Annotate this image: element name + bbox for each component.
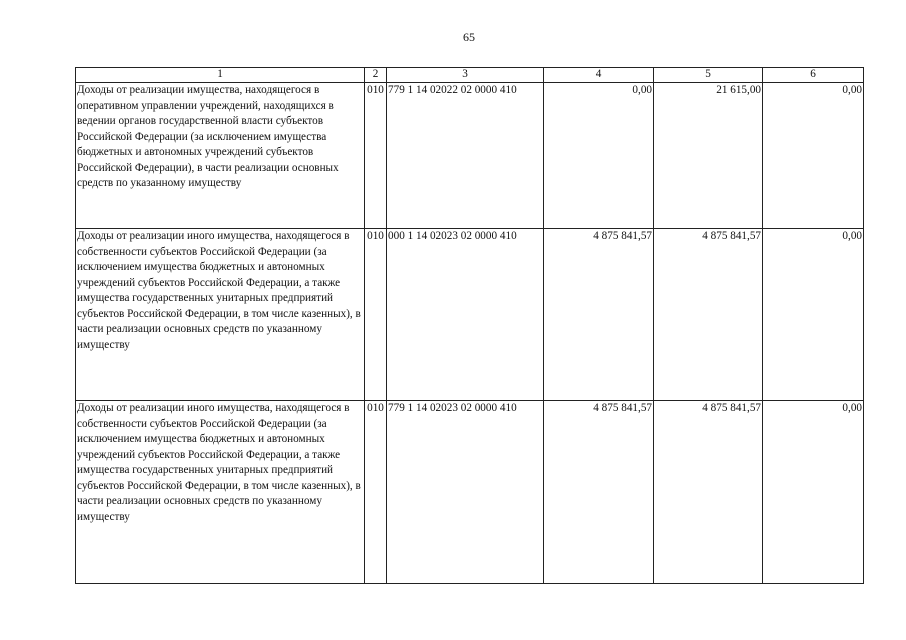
table-row xyxy=(76,401,864,584)
row-admin-code: 010 xyxy=(365,401,387,584)
row-col5-value: 21 615,00 xyxy=(654,83,763,229)
header-col-1: 1 xyxy=(76,68,365,83)
table-row xyxy=(76,83,864,229)
row-kbk-code: 000 1 14 02023 02 0000 410 xyxy=(387,229,544,401)
row-col6-value: 0,00 xyxy=(763,229,864,401)
row-description: Доходы от реализации иного имущества, находящегося в собственности субъектов Российской Федерации (за исключением имущества бюджетных и автономных учреждений субъектов Российской Федерации, а также имущества государственных унитарных предприятий субъектов Российской Федерации, в том числе казенных), в части реализации основных средств по указанному имуществу xyxy=(76,229,365,401)
row-kbk-code: 779 1 14 02023 02 0000 410 xyxy=(387,401,544,584)
row-col4-value: 4 875 841,57 xyxy=(544,229,654,401)
table-header-row xyxy=(76,68,864,83)
budget-revenue-table xyxy=(75,67,864,584)
row-col4-value: 4 875 841,57 xyxy=(544,401,654,584)
row-description: Доходы от реализации имущества, находящегося в оперативном управлении учреждений, находящихся в ведении органов государственной власти субъектов Российской Федерации (за исключением имущества бюджетных и автономных учреждений субъектов Российской Федерации), в части реализации основных средств по указанному имуществу xyxy=(76,83,365,229)
header-col-5: 5 xyxy=(654,68,763,83)
header-col-6: 6 xyxy=(763,68,864,83)
row-kbk-code: 779 1 14 02022 02 0000 410 xyxy=(387,83,544,229)
row-col6-value: 0,00 xyxy=(763,83,864,229)
row-col5-value: 4 875 841,57 xyxy=(654,229,763,401)
row-admin-code: 010 xyxy=(365,229,387,401)
table-row xyxy=(76,229,864,401)
row-col6-value: 0,00 xyxy=(763,401,864,584)
row-description: Доходы от реализации иного имущества, находящегося в собственности субъектов Российской Федерации (за исключением имущества бюджетных и автономных учреждений субъектов Российской Федерации, а также имущества государственных унитарных предприятий субъектов Российской Федерации, в том числе казенных), в части реализации основных средств по указанному имуществу xyxy=(76,401,365,584)
header-col-3: 3 xyxy=(387,68,544,83)
header-col-4: 4 xyxy=(544,68,654,83)
page-number: 65 xyxy=(463,30,475,44)
row-admin-code: 010 xyxy=(365,83,387,229)
header-col-2: 2 xyxy=(365,68,387,83)
row-col4-value: 0,00 xyxy=(544,83,654,229)
row-col5-value: 4 875 841,57 xyxy=(654,401,763,584)
